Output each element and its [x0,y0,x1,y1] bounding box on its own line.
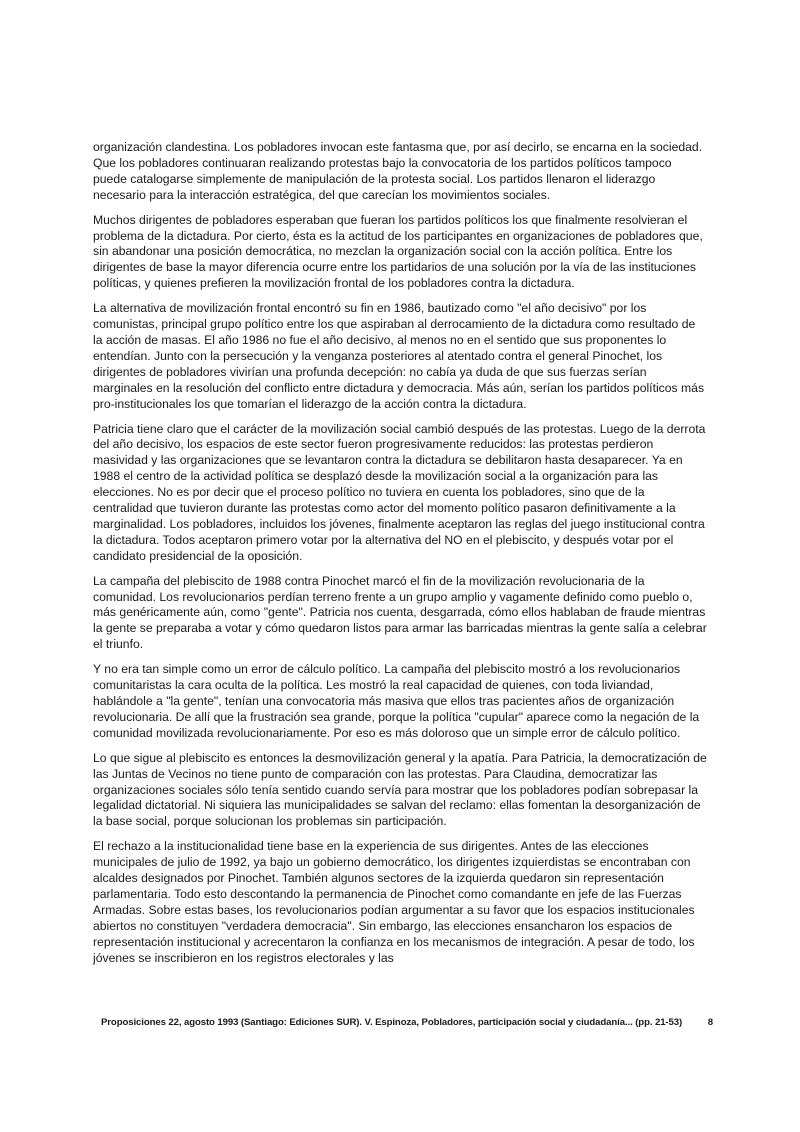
paragraph-6: Y no era tan simple como un error de cálculo político. La campaña del plebiscito mostró a los revolucionarios comunitaristas la cara oculta de la política. Les mostró la real capacidad de quienes, con toda liviandad, hablándole a "la gente", tenían una convocatoria más masiva que ellos tras pacientes años de organización revolucionaria. De allí que la frustración sea grande, porque la política "cupular" aparece como la negación de la comunidad movilizada revolucionariamente. Por eso es más doloroso que un simple error de cálculo político. [93,662,700,740]
paragraph-3: La alternativa de movilización frontal encontró su fin en 1986, bautizado como "el año decisivo" por los comunistas, principal grupo político entre los que aspiraban al derrocamiento de la dictadura como resultado de la acción de masas. El año 1986 no fue el año decisivo, al menos no en el sentido que sus proponentes lo entendían. Junto con la persecución y la venganza posteriores al atentado contra el general Pinochet, los dirigentes de pobladores vivirían una profunda decepción: no cabía ya duda de que sus fuerzas serían marginales en la resolución del conflicto entre dictadura y democracia. Más aún, serían los partidos políticos más pro-institucionales los que tomarían el liderazgo de la acción contra la dictadura. [93,301,705,411]
paragraph-4: Patricia tiene claro que el carácter de la movilización social cambió después de las protestas. Luego de la derrota del año decisivo, los espacios de este sector fueron progresivamente reducidos: las protestas perdieron masividad y las organizaciones que se levantaron contra la dictadura se debilitaron hasta desaparecer. Ya en 1988 el centro de la actividad política se desplazó desde la movilización social a la organización para las elecciones. No es por decir que el proceso político no tuviera en cuenta los pobladores, sino que de la centralidad que tuvieron durante las protestas como actor del momento político pasaron definitivamente a la marginalidad. Los pobladores, incluidos los jóvenes, finalmente aceptaron las reglas del juego institucional contra la dictadura. Todos aceptaron primero votar por la alternativa del NO en el plebiscito, y después votar por el candidato presidencial de la oposición. [93,421,706,563]
paragraph-5: La campaña del plebiscito de 1988 contra Pinochet marcó el fin de la movilización revolucionaria de la comunidad. Los revolucionarios perdían terreno frente a un grupo amplio y vagamente definido como pueblo o, más genéricamente aún, como "gente". Patricia nos cuenta, desgarrada, cómo ellos hablaban de fraude mientras la gente se preparaba a votar y cómo quedaron listos para armar las barricadas mientras la gente salía a celebrar el triunfo. [93,573,707,652]
footer-citation: Proposiciones 22, agosto 1993 (Santiago: Ediciones SUR). V. Espinoza, Pobladores, participación social y ciudadanía... (pp. 21-53) [101,1017,683,1028]
document-body [93,140,707,976]
paragraph-8: El rechazo a la institucionalidad tiene base en la experiencia de sus dirigentes. Antes de las elecciones municipales de julio de 1992, ya bajo un gobierno democrático, los dirigentes izquierdistas se encontraban con alcaldes designados por Pinochet. También algunos sectores de la izquierda quedaron sin representación parlamentaria. Todo esto descontando la permanencia de Pinochet como comandante en jefe de las Fuerzas Armadas. Sobre estas bases, los revolucionarios podían argumentar a su favor que los espacios institucionales abiertos no constituyen "verdadera democracia". Sin embargo, las elecciones ensancharon los espacios de representación institucional y acrecentaron la confianza en los mecanismos de integración. A pesar de todo, los jóvenes se inscribieron en los registros electorales y las [93,839,695,965]
page-footer [101,1017,713,1028]
paragraph-1: organización clandestina. Los pobladores invocan este fantasma que, por así decirlo, se encarna en la sociedad. Que los pobladores continuaran realizando protestas bajo la convocatoria de los partidos políticos tampoco puede catalogarse simplemente de manipulación de la protesta social. Los partidos llenaron el liderazgo necesario para la interacción estratégica, del que carecían los movimientos sociales. [93,140,703,202]
paragraph-7: Lo que sigue al plebiscito es entonces la desmovilización general y la apatía. Para Patricia, la democratización de las Juntas de Vecinos no tiene punto de comparación con las protestas. Para Claudina, democratizar las organizaciones sociales sólo tenía sentido cuando servía para mostrar que los pobladores podían sobrepasar la legalidad dictatorial. Ni siquiera las municipalidades se salvan del reclamo: ellas fomentan la desorganización de la base social, porque solucionan los problemas sin participación. [93,750,707,829]
page-number: 8 [707,1017,713,1028]
paragraph-2: Muchos dirigentes de pobladores esperaban que fueran los partidos políticos los que finalmente resolvieran el problema de la dictadura. Por cierto, ésta es la actitud de los participantes en organizaciones de pobladores que, sin abandonar una posición democrática, no mezclan la organización social con la acción política. Entre los dirigentes de base la mayor diferencia ocurre entre los partidarios de una solución por la vía de las instituciones políticas, y quienes prefieren la movilización frontal de los pobladores contra la dictadura. [93,212,703,291]
